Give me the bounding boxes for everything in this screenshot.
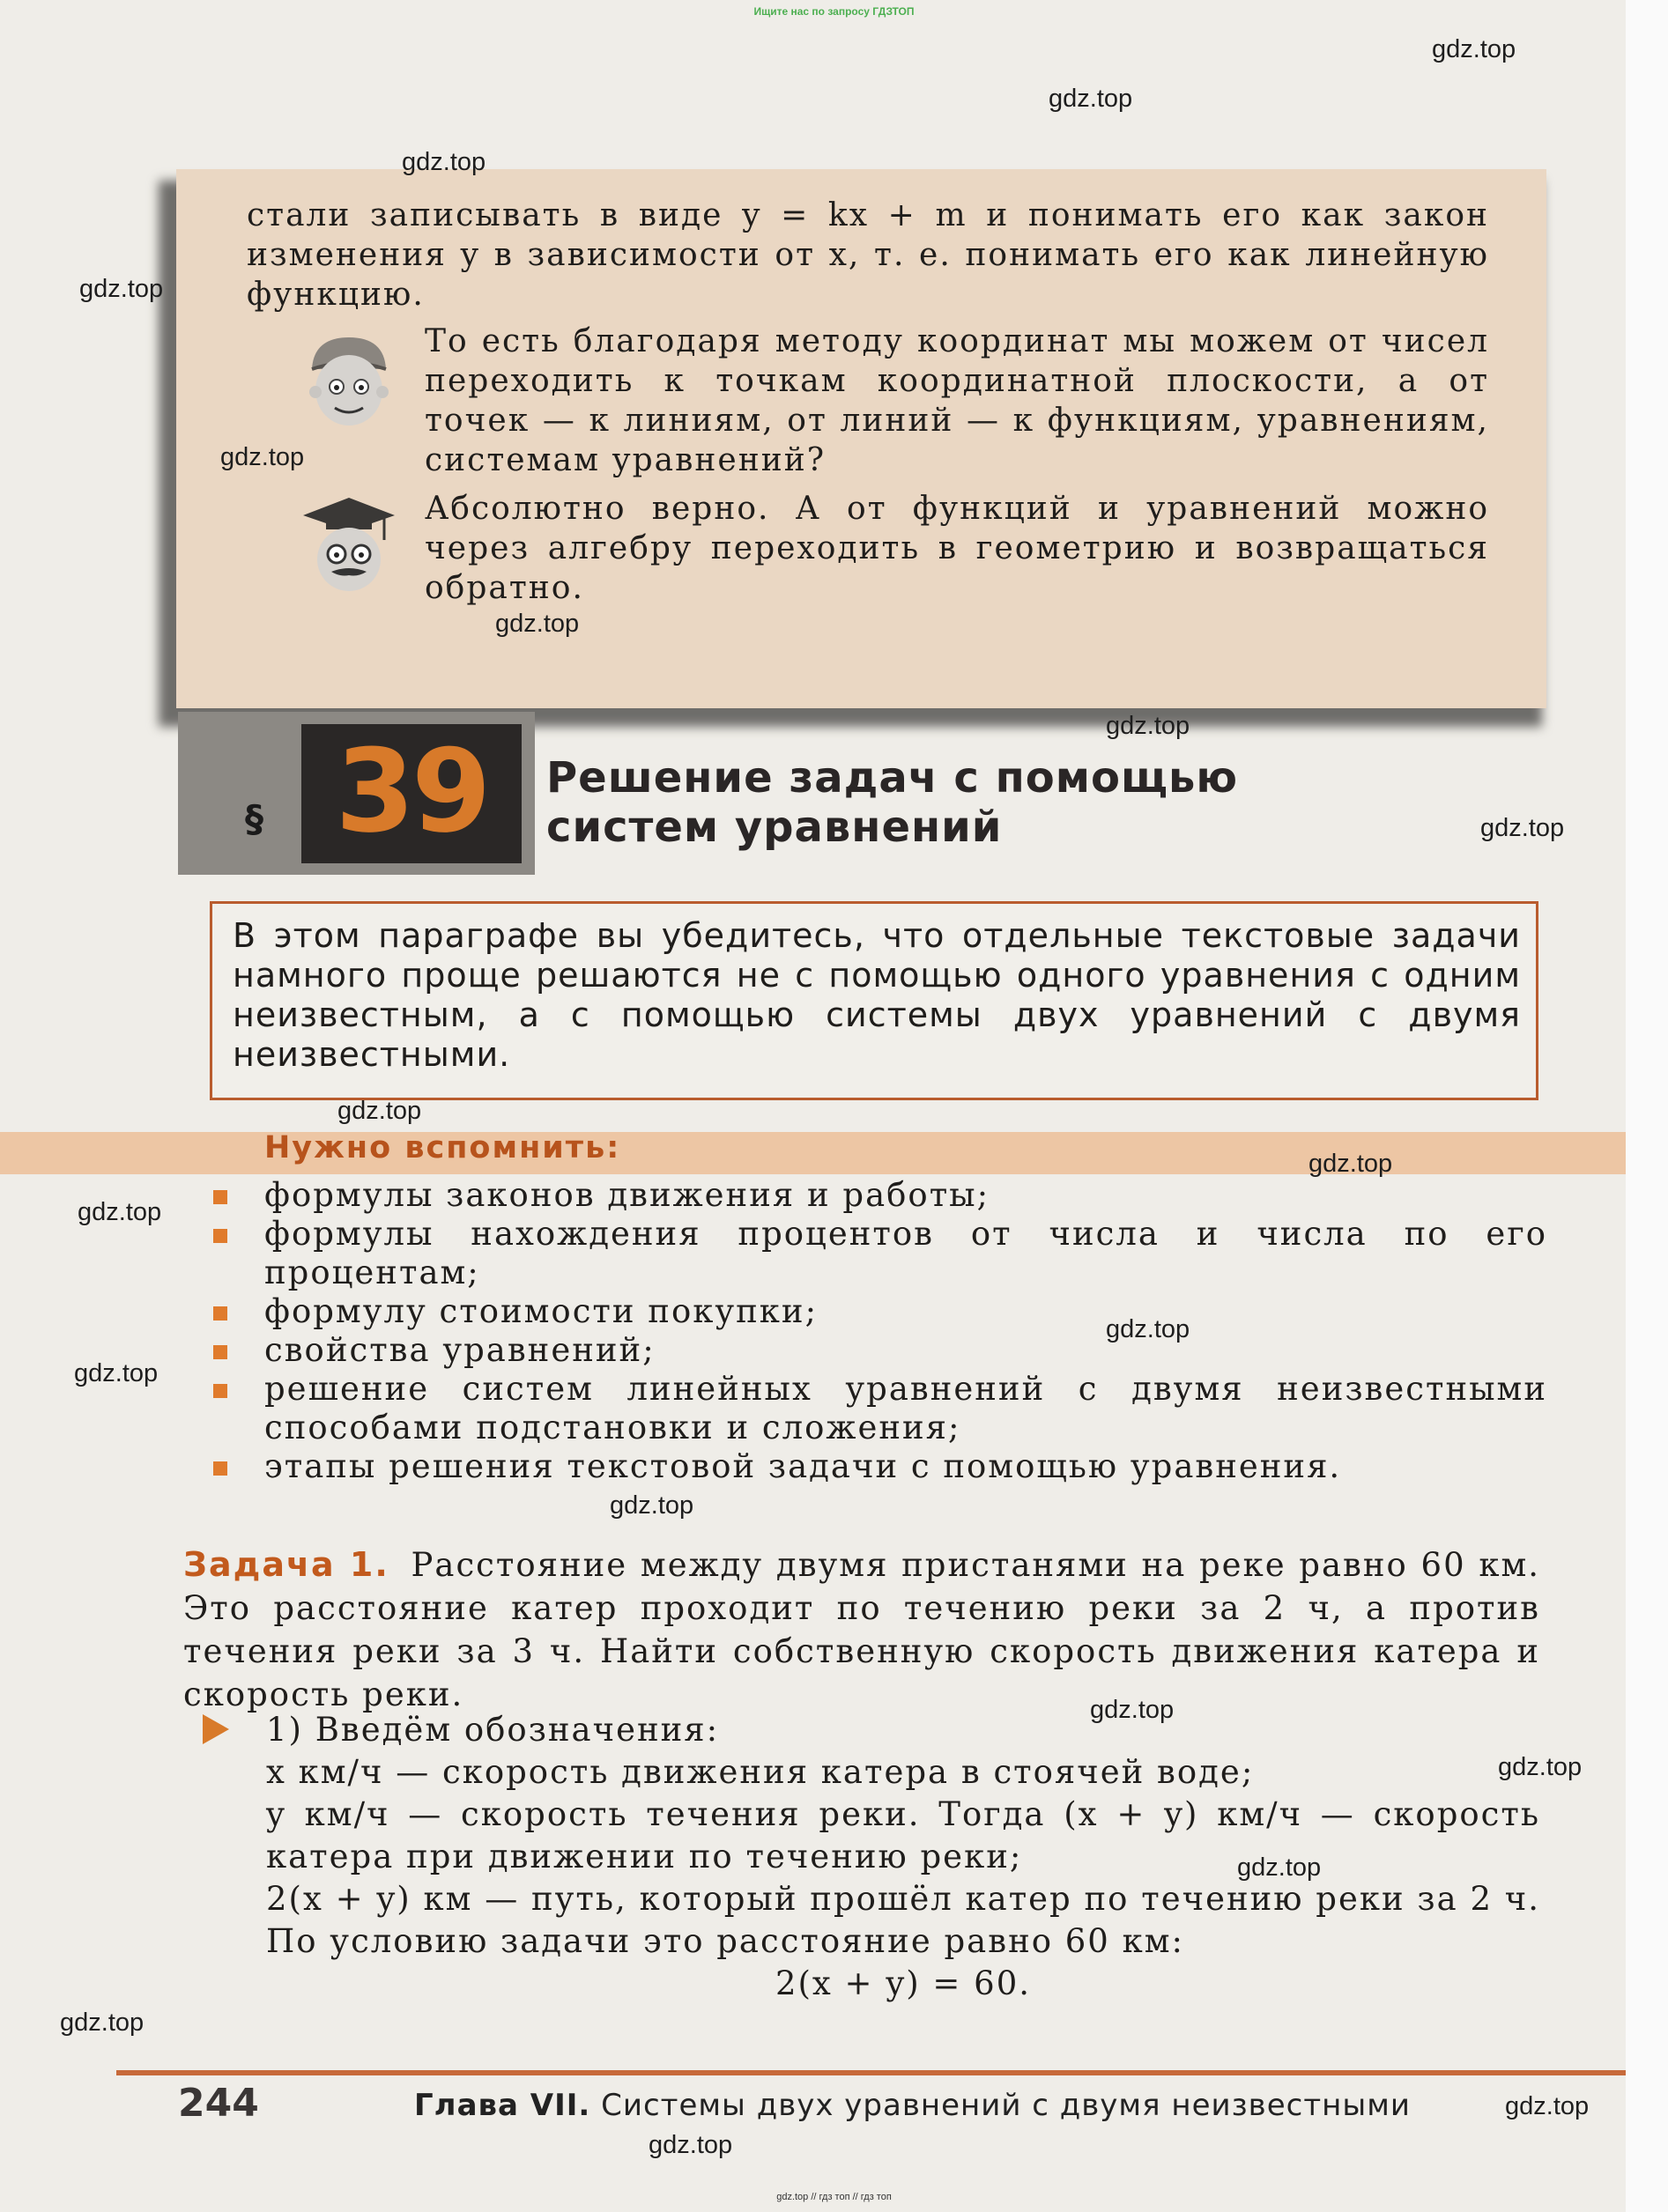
watermark: gdz.top: [74, 1359, 159, 1387]
page-number: 244: [178, 2081, 259, 2126]
problem-1: [183, 1543, 1540, 1716]
solution-arrow-icon: [203, 1714, 229, 1744]
watermark: gdz.top: [79, 275, 164, 303]
problem-text: Расстояние между двумя пристанями на реке равно 60 км. Это расстояние катер проходит по течению реки за 2 ч, а против течения реки за 3 ч. Найти собственную скорость движения катера и скорость реки.: [183, 1546, 1541, 1713]
dialog-student-text: То есть благодаря методу координат мы можем от чисел переходить к точкам координатной плоскости, а от точек — к линиям, от линий — к функциям, уравнениям, системам уравнений?: [425, 323, 1489, 478]
section-title-line1: Решение задач с помощью: [546, 753, 1239, 803]
watermark: gdz.top: [1106, 1315, 1190, 1343]
solution-line-y: y км/ч — скорость течения реки. Тогда (x + y) км/ч — скорость катера при движении по течению реки;: [266, 1795, 1540, 1875]
list-item: решение систем линейных уравнений с двумя неизвестными способами подстановки и сложения;: [208, 1370, 1547, 1447]
watermark: gdz.top: [220, 443, 305, 471]
watermark: gdz.top: [610, 1491, 694, 1520]
student-avatar-icon: [300, 330, 398, 429]
watermark: gdz.top: [495, 610, 580, 638]
solution-step-1: 1) Введём обозначения:: [266, 1711, 720, 1749]
footer-rule: [116, 2070, 1626, 2075]
watermark: gdz.top: [60, 2009, 145, 2037]
solution: [266, 1709, 1540, 2005]
chapter-label: Глава VII.: [414, 2088, 591, 2123]
section-number: 39: [335, 724, 488, 858]
footer-chapter: [414, 2088, 1411, 2123]
section-title-line2: систем уравнений: [546, 803, 1003, 852]
watermark: gdz.top: [1505, 2092, 1590, 2120]
remember-list: [208, 1176, 1547, 1486]
watermark: gdz.top: [1090, 1696, 1175, 1724]
chapter-title: Системы двух уравнений с двумя неизвестными: [601, 2088, 1411, 2123]
watermark: gdz.top: [1049, 85, 1133, 113]
list-item: этапы решения текстовой задачи с помощью уравнения.: [208, 1447, 1547, 1486]
watermark: gdz.top: [337, 1097, 422, 1125]
problem-label: Задача 1.: [183, 1545, 389, 1584]
solution-line-path: 2(x + y) км — путь, который прошёл катер по течению реки за 2 ч. По условию задачи это расстояние равно 60 км:: [266, 1880, 1540, 1960]
dialog-teacher-text: Абсолютно верно. А от функций и уравнений можно через алгебру переходить в геометрию и возвращаться обратно.: [425, 491, 1489, 606]
top-note: Ищите нас по запросу ГДЗТОП: [753, 5, 915, 18]
list-item: свойства уравнений;: [208, 1331, 1547, 1370]
watermark: gdz.top: [1480, 814, 1565, 842]
watermark: gdz.top: [649, 2131, 733, 2159]
list-item: формулы законов движения и работы;: [208, 1176, 1547, 1215]
solution-line-x: x км/ч — скорость движения катера в стоячей воде;: [266, 1753, 1255, 1791]
page-edge: [1626, 0, 1668, 2212]
watermark: gdz.top: [1106, 712, 1190, 740]
section-mark: §: [245, 797, 263, 840]
list-item: формулу стоимости покупки;: [208, 1292, 1547, 1331]
section-title: [546, 753, 1238, 852]
watermark: gdz.top: [1237, 1853, 1322, 1882]
list-item: формулы нахождения процентов от числа и числа по его процентам;: [208, 1215, 1547, 1292]
remember-title: Нужно вспомнить:: [264, 1130, 621, 1165]
bottom-note: gdz.top // гдз топ // гдз топ: [776, 2192, 892, 2202]
watermark: gdz.top: [1308, 1150, 1393, 1178]
watermark: gdz.top: [1498, 1753, 1583, 1781]
watermark: gdz.top: [1432, 35, 1516, 63]
watermark: gdz.top: [78, 1198, 162, 1226]
watermark: gdz.top: [402, 148, 486, 176]
solution-equation: 2(x + y) = 60.: [775, 1964, 1032, 2002]
intro-text: В этом параграфе вы убедитесь, что отдельные текстовые задачи намного проще решаются не с помощью одного уравнения с одним неизвестным, а с помощью системы двух уравнений с двумя неизвестными.: [233, 916, 1521, 1074]
dialog-intro-text: стали записывать в виде y = kx + m и понимать его как закон изменения y в зависимости от x, т. е. понимать его как линейную функцию.: [247, 197, 1489, 313]
teacher-avatar-icon: [300, 496, 398, 595]
